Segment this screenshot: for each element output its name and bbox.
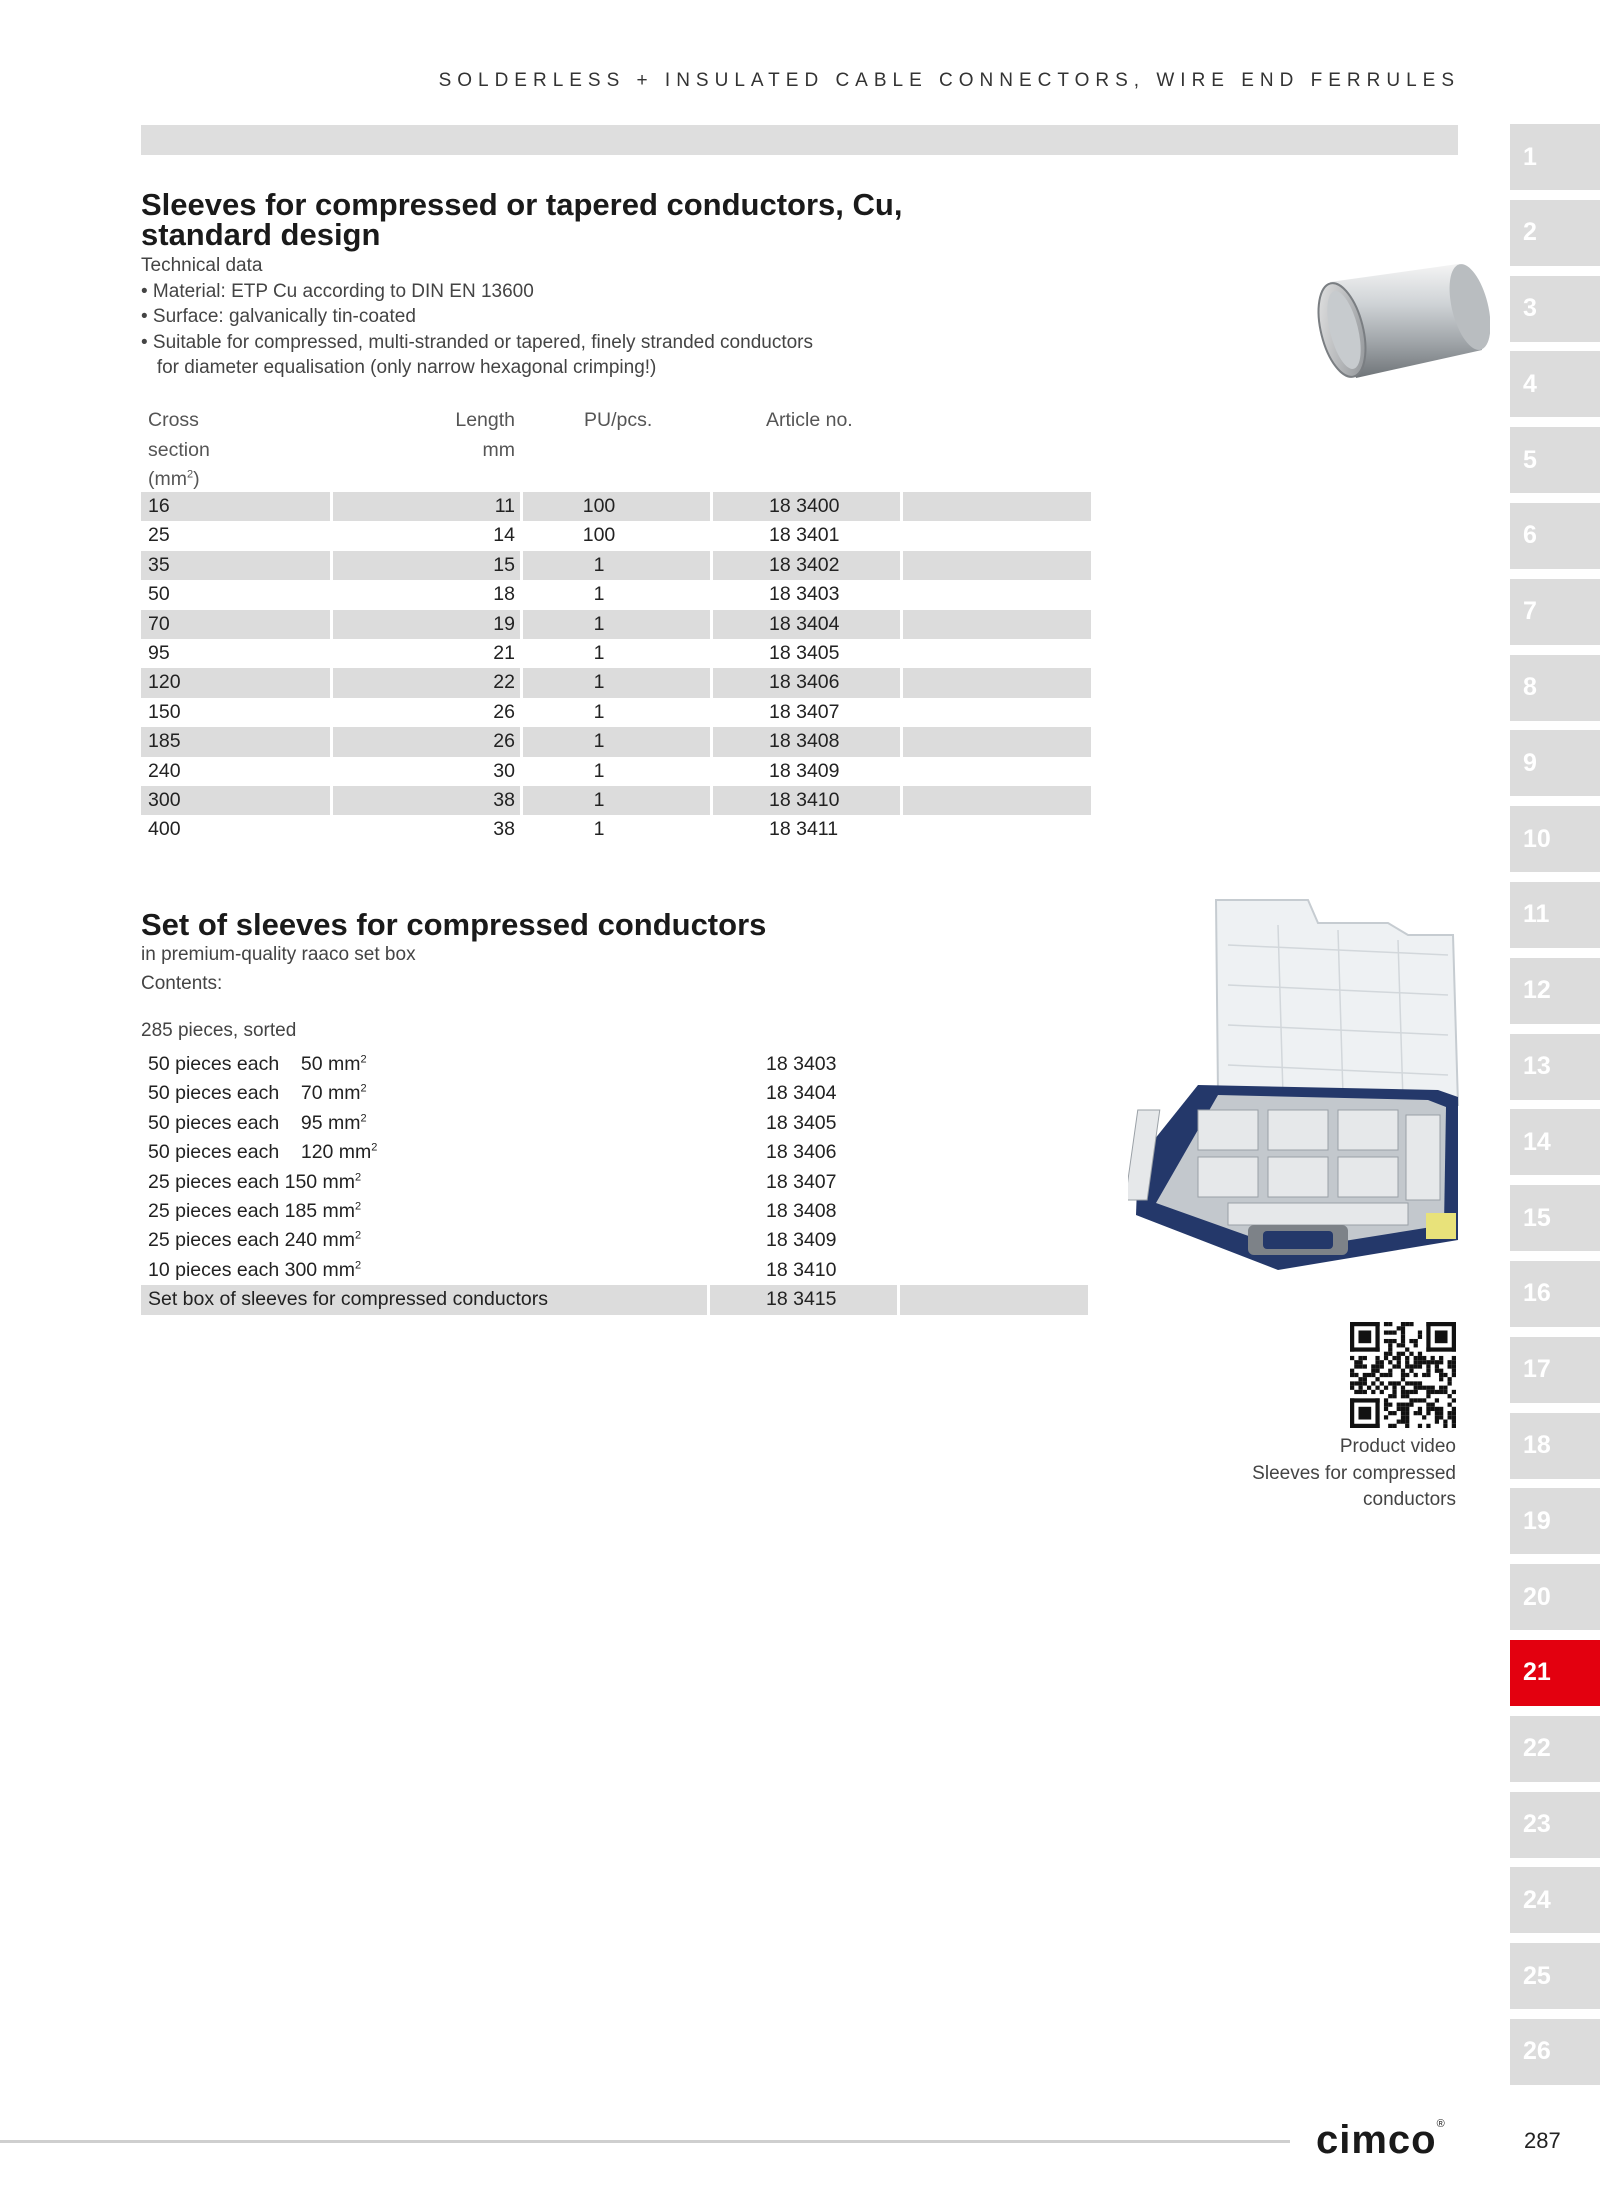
chapter-tab-22[interactable]: 22 [1510,1716,1600,1782]
table-row [141,1256,1088,1285]
set-box-label: Set box of sleeves for compressed conductors [141,1285,707,1314]
col-length-unit: mm [482,438,515,461]
spec-material: • Material: ETP Cu according to DIN EN 13600 [141,280,534,302]
col-pu: PU/pcs. [584,409,653,431]
chapter-tab-3[interactable]: 3 [1510,276,1600,342]
spec-suitable-cont: for diameter equalisation (only narrow hexagonal crimping!) [141,357,657,378]
length-cell: 21 [493,642,515,665]
contents-cell [141,1138,707,1167]
chapter-tab-15[interactable]: 15 [1510,1185,1600,1251]
pu-cell: 1 [593,583,605,606]
empty-cell [900,1285,1088,1314]
table-row [141,1197,1088,1226]
table-row [141,580,1091,609]
article-cell: 18 3409 [769,759,840,782]
pu-cell: 1 [593,642,605,665]
table-row [141,1050,1088,1079]
chapter-tab-10[interactable]: 10 [1510,806,1600,872]
superscript: 2 [355,1229,362,1242]
chapter-tabs [1510,124,1600,2095]
length-cell: 38 [493,818,515,841]
article-cell: 18 3408 [766,1200,837,1223]
chapter-tab-26[interactable]: 26 [1510,2019,1600,2085]
chapter-tab-11[interactable]: 11 [1510,882,1600,948]
chapter-tab-19[interactable]: 19 [1510,1488,1600,1554]
col-length [440,406,515,465]
superscript: 2 [355,1200,362,1213]
contents-label: 50 pieces each 120 mm [148,1141,372,1164]
chapter-tab-25[interactable]: 25 [1510,1943,1600,2009]
empty-cell [903,727,1091,756]
col-cross-section [148,406,210,495]
pu-cell: 1 [523,727,710,756]
length-cell: 26 [493,700,515,723]
col-cross-unit [148,465,210,495]
col-cross-unit-text: (mm [148,468,187,490]
contents-label: 50 pieces each 95 mm [148,1111,361,1134]
article-cell: 18 3407 [769,700,840,723]
contents-cell [141,1050,707,1079]
cross-section-cell: 70 [141,610,330,639]
empty-cell [903,815,1091,844]
table-row [141,1079,1088,1108]
contents-label: Contents: [141,973,223,994]
cross-section-cell: 150 [148,700,181,723]
empty-cell [900,1226,1088,1255]
pu-cell: 1 [593,759,605,782]
table-row [141,1168,1088,1197]
empty-cell [900,1050,1088,1079]
pu-cell: 1 [593,818,605,841]
technical-data-heading: Technical data [141,255,263,276]
article-cell: 18 3409 [766,1229,837,1252]
col-article: Article no. [766,409,853,431]
qr-caption-line: Sleeves for compressed [1252,1462,1456,1484]
article-cell: 18 3410 [766,1258,837,1281]
table-row [141,698,1091,727]
table-row-set-box [141,1285,1088,1314]
table-row [141,521,1091,550]
superscript: 2 [360,1053,367,1066]
article-cell: 18 3405 [769,642,840,665]
empty-cell [903,786,1091,815]
length-cell: 14 [493,524,515,547]
table-row [141,815,1091,844]
length-cell: 19 [333,610,520,639]
length-cell: 38 [333,786,520,815]
chapter-tab-4[interactable]: 4 [1510,351,1600,417]
superscript: 2 [355,1171,362,1184]
pu-cell: 1 [523,610,710,639]
table-row [141,492,1091,521]
article-cell: 18 3407 [766,1170,837,1193]
cross-section-cell: 400 [148,818,181,841]
length-cell: 11 [333,492,520,521]
table-row [141,757,1091,786]
page-number: 287 [1524,2128,1561,2153]
empty-cell [900,1168,1088,1197]
spec-surface: • Surface: galvanically tin-coated [141,306,416,327]
chapter-tab-8[interactable]: 8 [1510,655,1600,721]
contents-label: 50 pieces each 50 mm [148,1053,361,1075]
table-row [141,668,1091,697]
qr-caption [1252,1434,1456,1514]
chapter-tab-9[interactable]: 9 [1510,730,1600,796]
superscript: 2 [186,468,194,481]
contents-label: 25 pieces each 185 mm [148,1200,356,1223]
pu-cell: 1 [523,786,710,815]
chapter-tab-13[interactable]: 13 [1510,1034,1600,1100]
cross-section-cell: 240 [148,759,181,782]
table-row [141,1226,1088,1255]
article-cell: 18 3403 [766,1053,837,1075]
table-row [141,610,1091,639]
qr-caption-line: conductors [1363,1489,1456,1510]
length-cell: 18 [493,583,515,606]
article-cell: 18 3406 [766,1141,837,1164]
contents-label: 10 pieces each 300 mm [148,1258,356,1281]
pu-cell: 1 [523,551,710,580]
chapter-tab-18[interactable]: 18 [1510,1413,1600,1479]
logo-registered-mark: ® [1436,2118,1446,2130]
cimco-logo [1316,2118,1446,2163]
pu-cell: 1 [523,668,710,697]
technical-data [141,253,813,381]
chapter-tab-21[interactable]: 21 [1510,1640,1600,1706]
length-cell: 30 [493,759,515,782]
table-row [141,1138,1088,1167]
set-box-image [1128,895,1464,1295]
table-row [141,727,1091,756]
chapter-tab-6[interactable]: 6 [1510,503,1600,569]
chapter-tab-23[interactable]: 23 [1510,1792,1600,1858]
pu-cell: 1 [593,700,605,723]
section1-title [141,187,903,252]
empty-cell [903,610,1091,639]
contents-cell [141,1079,707,1108]
article-cell: 18 3415 [710,1285,897,1314]
table-row [141,639,1091,668]
qr-code-icon[interactable] [1350,1322,1456,1428]
set-contents-table [138,1050,1091,1315]
chapter-tab-20[interactable]: 20 [1510,1564,1600,1630]
superscript: 2 [371,1141,378,1154]
article-cell: 18 3405 [766,1111,837,1134]
article-cell: 18 3402 [713,551,900,580]
length-cell: 22 [333,668,520,697]
cross-section-cell: 50 [148,583,170,606]
chapter-tab-5[interactable]: 5 [1510,427,1600,493]
superscript: 2 [360,1082,367,1095]
page-header: SOLDERLESS + INSULATED CABLE CONNECTORS, WIRE END FERRULES [438,70,1460,91]
article-cell: 18 3401 [769,524,840,547]
empty-cell [900,1138,1088,1167]
contents-cell [141,1197,707,1226]
chapter-tab-24[interactable]: 24 [1510,1867,1600,1933]
empty-cell [900,1079,1088,1108]
sleeve-product-image [1290,258,1490,388]
footer-line [0,2140,1290,2143]
pu-cell: 100 [523,492,710,521]
col-cross-line: section [148,438,210,461]
empty-cell [903,580,1091,609]
cross-section-cell: 25 [148,524,170,547]
empty-cell [900,1256,1088,1285]
col-cross-unit-close: ) [193,468,200,490]
chapter-tab-1[interactable]: 1 [1510,124,1600,190]
chapter-tab-16[interactable]: 16 [1510,1261,1600,1327]
chapter-tab-12[interactable]: 12 [1510,958,1600,1024]
col-length-line: Length [455,409,515,431]
cross-section-cell: 35 [141,551,330,580]
logo-text: cimco [1316,2118,1437,2162]
cross-section-cell: 185 [141,727,330,756]
pu-cell: 100 [582,524,616,547]
set-subtitle: in premium-quality raaco set box [141,944,416,965]
empty-cell [903,698,1091,727]
length-cell: 15 [333,551,520,580]
superscript: 2 [355,1259,362,1272]
col-cross-line: Cross [148,409,199,431]
cross-section-cell: 120 [141,668,330,697]
contents-label: 25 pieces each 150 mm [148,1170,356,1193]
chapter-tab-7[interactable]: 7 [1510,579,1600,645]
article-cell: 18 3400 [713,492,900,521]
table-row [141,1109,1088,1138]
count-label: 285 pieces, sorted [141,1020,297,1041]
article-cell: 18 3404 [713,610,900,639]
empty-cell [903,639,1091,668]
cross-section-cell: 16 [141,492,330,521]
header-bar [141,125,1458,155]
empty-cell [903,757,1091,786]
contents-label: 50 pieces each 70 mm [148,1082,361,1105]
section1-title-line: standard design [141,217,381,252]
chapter-tab-17[interactable]: 17 [1510,1337,1600,1403]
table-row [141,786,1091,815]
article-cell: 18 3406 [713,668,900,697]
contents-cell [141,1256,707,1285]
contents-cell [141,1168,707,1197]
chapter-tab-14[interactable]: 14 [1510,1109,1600,1175]
article-cell: 18 3403 [769,583,840,606]
contents-label: 25 pieces each 240 mm [148,1229,356,1252]
empty-cell [900,1109,1088,1138]
chapter-tab-2[interactable]: 2 [1510,200,1600,266]
empty-cell [903,668,1091,697]
article-cell: 18 3411 [769,818,839,841]
spec-suitable: • Suitable for compressed, multi-stranded or tapered, finely stranded conductors [141,331,813,353]
empty-cell [900,1197,1088,1226]
sleeves-table [138,492,1094,845]
article-cell: 18 3410 [713,786,900,815]
qr-caption-line: Product video [1339,1436,1456,1457]
length-cell: 26 [333,727,520,756]
empty-cell [903,551,1091,580]
contents-cell [141,1226,707,1255]
empty-cell [903,521,1091,550]
section2-title: Set of sleeves for compressed conductors [141,907,767,942]
article-cell: 18 3404 [766,1082,837,1105]
article-cell: 18 3408 [713,727,900,756]
empty-cell [903,492,1091,521]
contents-cell [141,1109,707,1138]
superscript: 2 [360,1112,367,1125]
table-row [141,551,1091,580]
section1-title-line: Sleeves for compressed or tapered conductors, Cu, [141,187,903,222]
cross-section-cell: 300 [141,786,330,815]
cross-section-cell: 95 [148,642,170,665]
